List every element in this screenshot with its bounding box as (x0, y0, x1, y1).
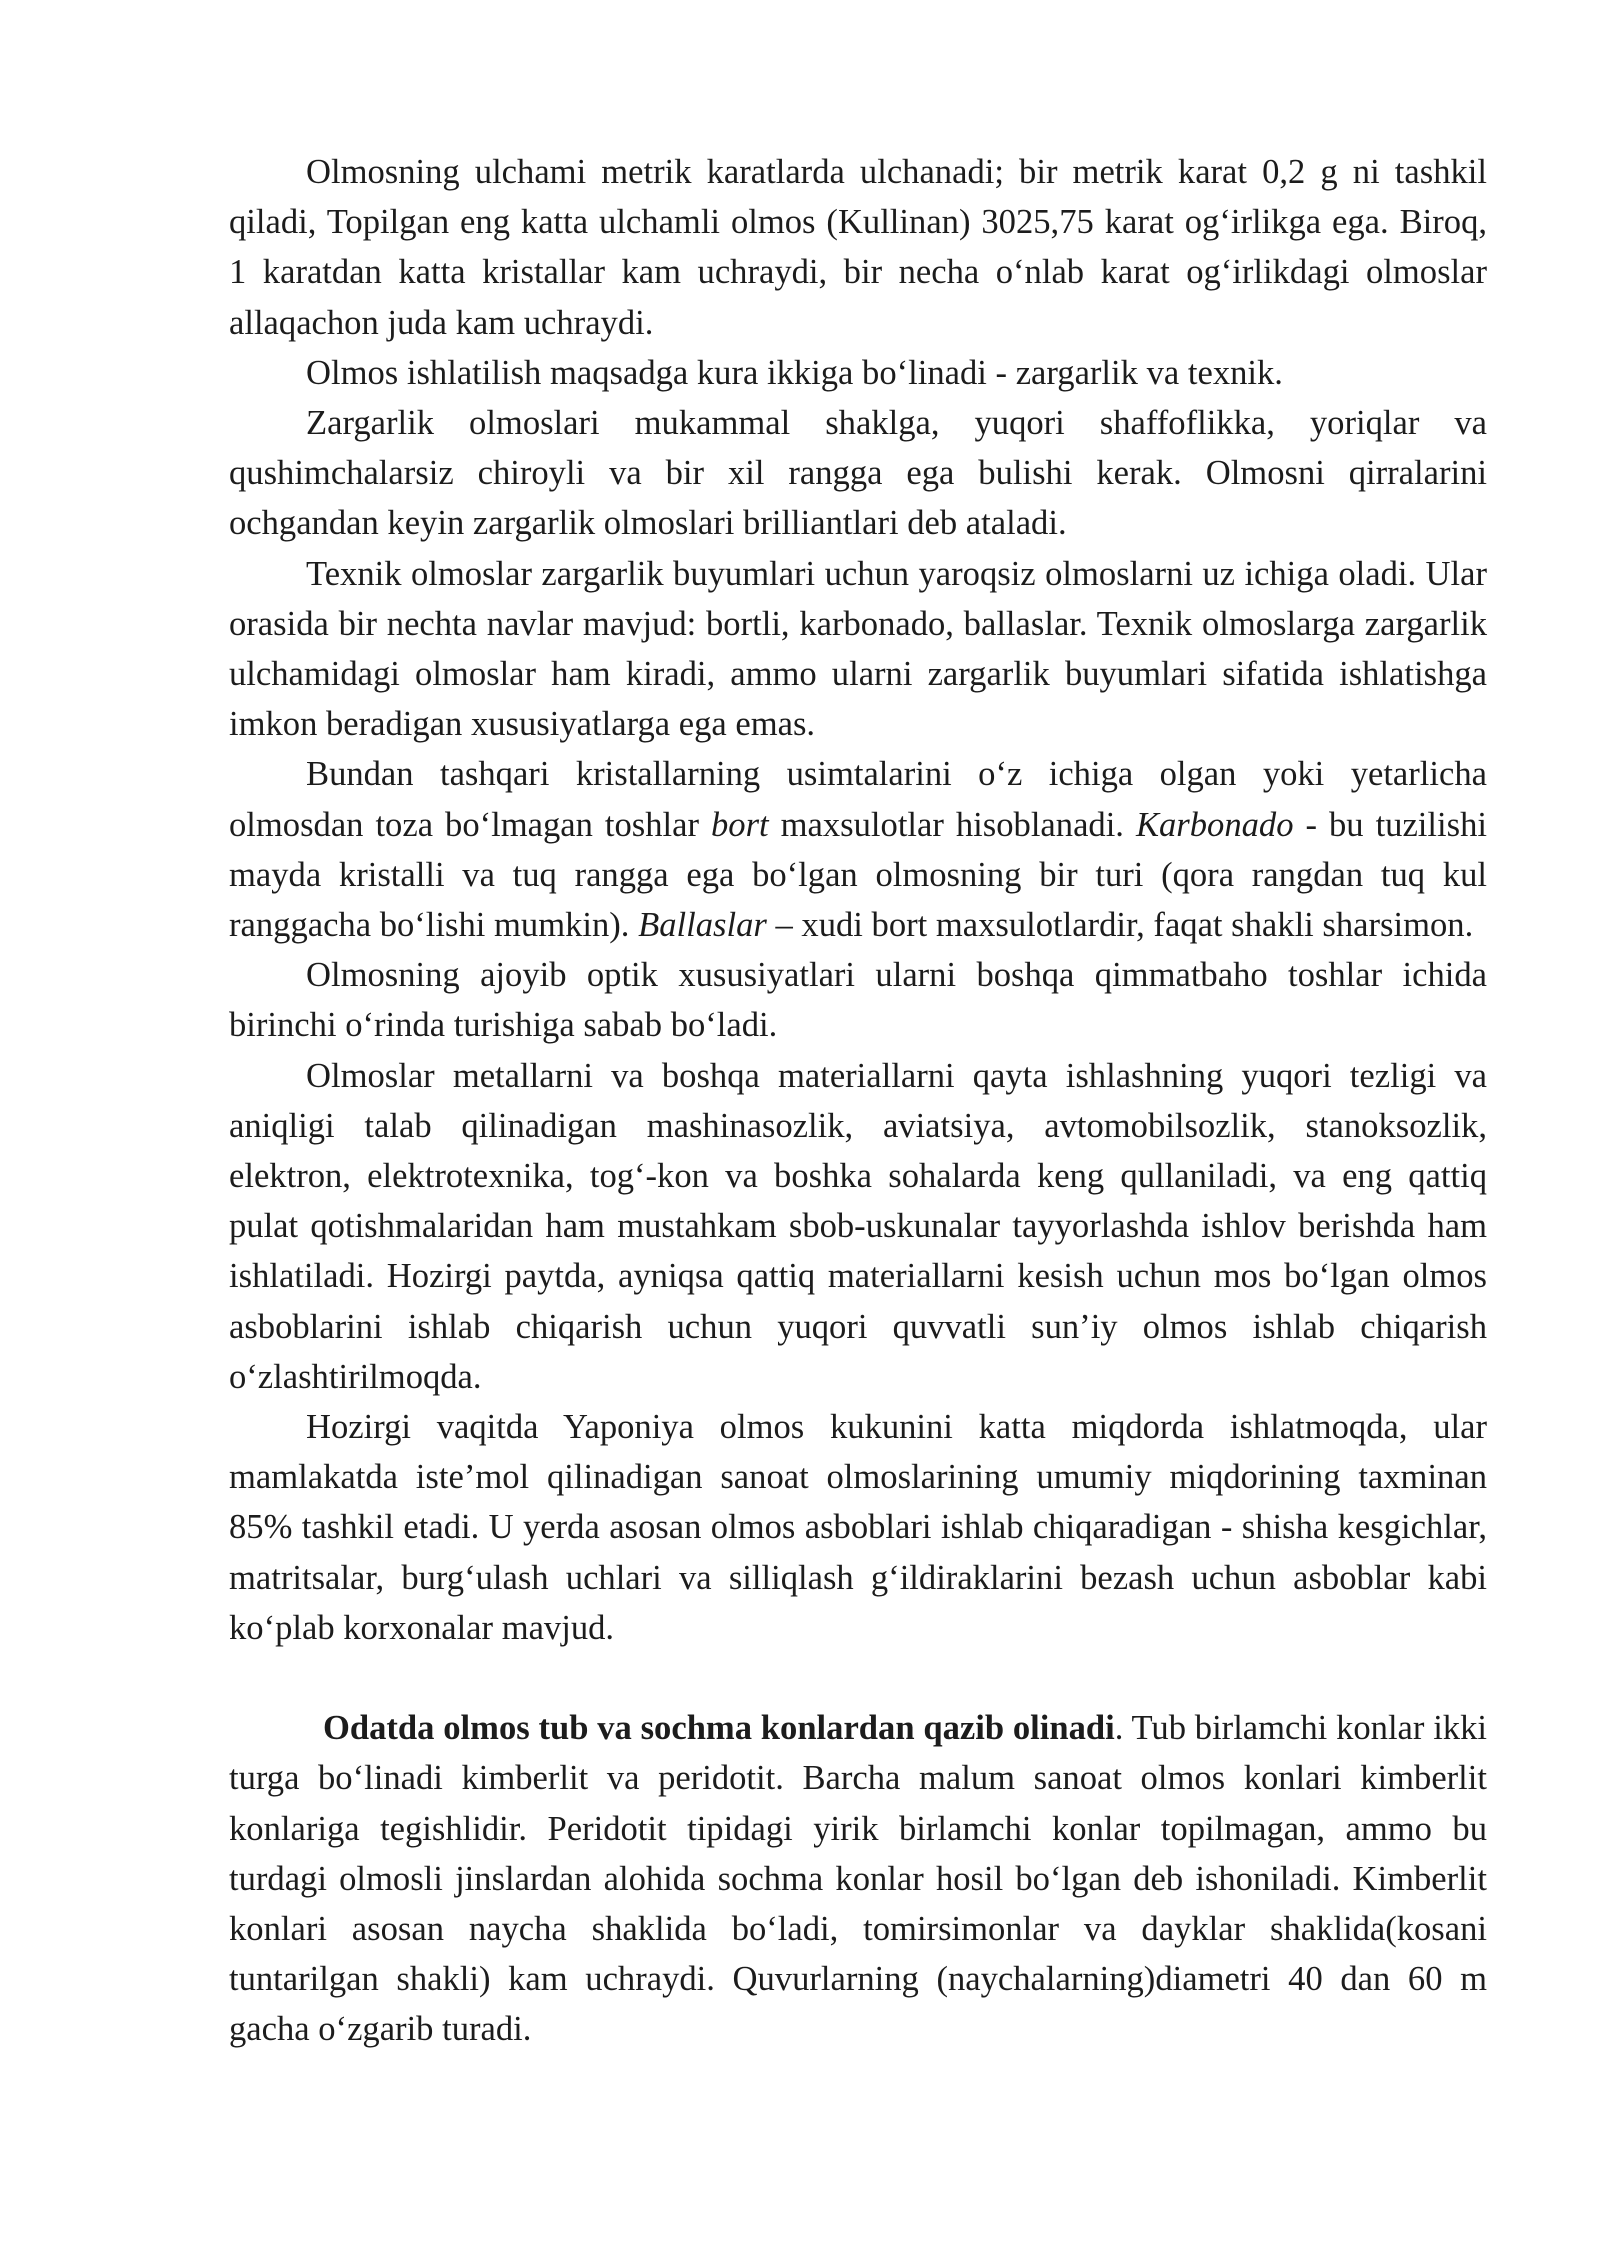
paragraph-5-part-b: maxsulotlar hisoblanadi. (768, 805, 1136, 844)
paragraph-5-part-d: – xudi bort maxsulotlardir, faqat shakli sharsimon. (766, 906, 1474, 945)
paragraph-3: Zargarlik olmoslari mukammal shaklga, yuqori shaffoflikka, yoriqlar va qushimchalarsiz chiroyli va bir xil rangga ega bulishi kerak. Olmosni qirralarini ochgandan keyin zargarlik olmoslari brilliantlari deb ataladi. (229, 404, 1487, 543)
paragraph-9-rest: . Tub birlamchi konlar ikki turga bo‘linadi kimberlit va peridotit. Barcha malum sanoat olmos konlari kimberlit konlariga tegishlidir. Peridotit tipidagi yirik birlamchi konlar topilmagan, ammo bu turdagi olmosli jinslardan alohida sochma konlar hosil bo‘lgan deb ishoniladi. Kimberlit konlari asosan naycha shaklida bo‘ladi, tomirsimonlar va dayklar shaklida(kosani tuntarilgan shakli) kam uchraydi. Quvurlarning (naychalarning)diametri 40 dan 60 m gacha o‘zgarib turadi. (229, 1709, 1487, 2049)
bold-lead-sentence: Odatda olmos tub va sochma konlardan qazib olinadi (323, 1709, 1115, 1748)
paragraph-2: Olmos ishlatilish maqsadga kura ikkiga bo‘linadi - zargarlik va texnik. (306, 353, 1283, 392)
paragraph-8: Hozirgi vaqitda Yaponiya olmos kukunini katta miqdorda ishlatmoqda, ular mamlakatda iste’mol qilinadigan sanoat olmoslarining umumiy miqdorining taxminan 85% tashkil etadi. U yerda asosan olmos asboblari ishlab chiqaradigan - shisha kesgichlar, matritsalar, burg‘ulash uchlari va silliqlash g‘ildiraklarini bezash uchun asboblar kabi ko‘plab korxonalar mavjud. (229, 1408, 1487, 1647)
paragraph-6: Olmosning ajoyib optik xususiyatlari ularni boshqa qimmatbaho toshlar ichida birinchi o‘rinda turishiga sabab bo‘ladi. (229, 956, 1487, 1045)
term-bort: bort (711, 805, 769, 844)
document-body (229, 147, 1487, 2055)
paragraph-1: Olmosning ulchami metrik karatlarda ulchanadi; bir metrik karat 0,2 g ni tashkil qiladi, Topilgan eng katta ulchamli olmos (Kullinan) 3025,75 karat og‘irlikga ega. Biroq, 1 karatdan katta kristallar kam uchraydi, bir necha o‘nlab karat og‘irlikdagi olmoslar allaqachon juda kam uchraydi. (229, 153, 1487, 342)
paragraph-5-part-a: Bundan tashqari kristallarning usimtalarini o‘z ichiga olgan yoki yetarlicha olmosdan toza bo‘lmagan toshlar (229, 755, 1487, 844)
term-karbonado: Karbonado (1135, 805, 1294, 844)
paragraph-4: Texnik olmoslar zargarlik buyumlari uchun yaroqsiz olmoslarni uz ichiga oladi. Ular orasida bir nechta navlar mavjud: bortli, karbonado, ballaslar. Texnik olmoslarga zargarlik ulchamidagi olmoslar ham kiradi, ammo ularni zargarlik buyumlari sifatida ishlatishga imkon beradigan xususiyatlarga ega emas. (229, 554, 1487, 744)
paragraph-5 (229, 749, 1487, 950)
paragraph-7: Olmoslar metallarni va boshqa materiallarni qayta ishlashning yuqori tezligi va aniqligi talab qilinadigan mashinasozlik, aviatsiya, avtomobilsozlik, stanoksozlik, elektron, elektrotexnika, tog‘-kon va boshka sohalarda keng qullaniladi, va eng qattiq pulat qotishmalaridan ham mustahkam sbob-uskunalar tayyorlashda ishlov berishda ham ishlatiladi. Hozirgi paytda, ayniqsa qattiq materiallarni kesish uchun mos bo‘lgan olmos asboblarini ishlab chiqarish uchun yuqori quvvatli sun’iy olmos ishlab chiqarish o‘zlashtirilmoqda. (229, 1056, 1487, 1396)
term-ballaslar: Ballaslar (638, 906, 767, 945)
paragraph-9 (229, 1703, 1487, 2054)
paragraph-5-part-c: - bu tuzilishi mayda kristalli va tuq rangga ega bo‘lgan olmosning bir turi (qora rangdan tuq kul ranggacha bo‘lishi mumkin). (229, 805, 1487, 945)
